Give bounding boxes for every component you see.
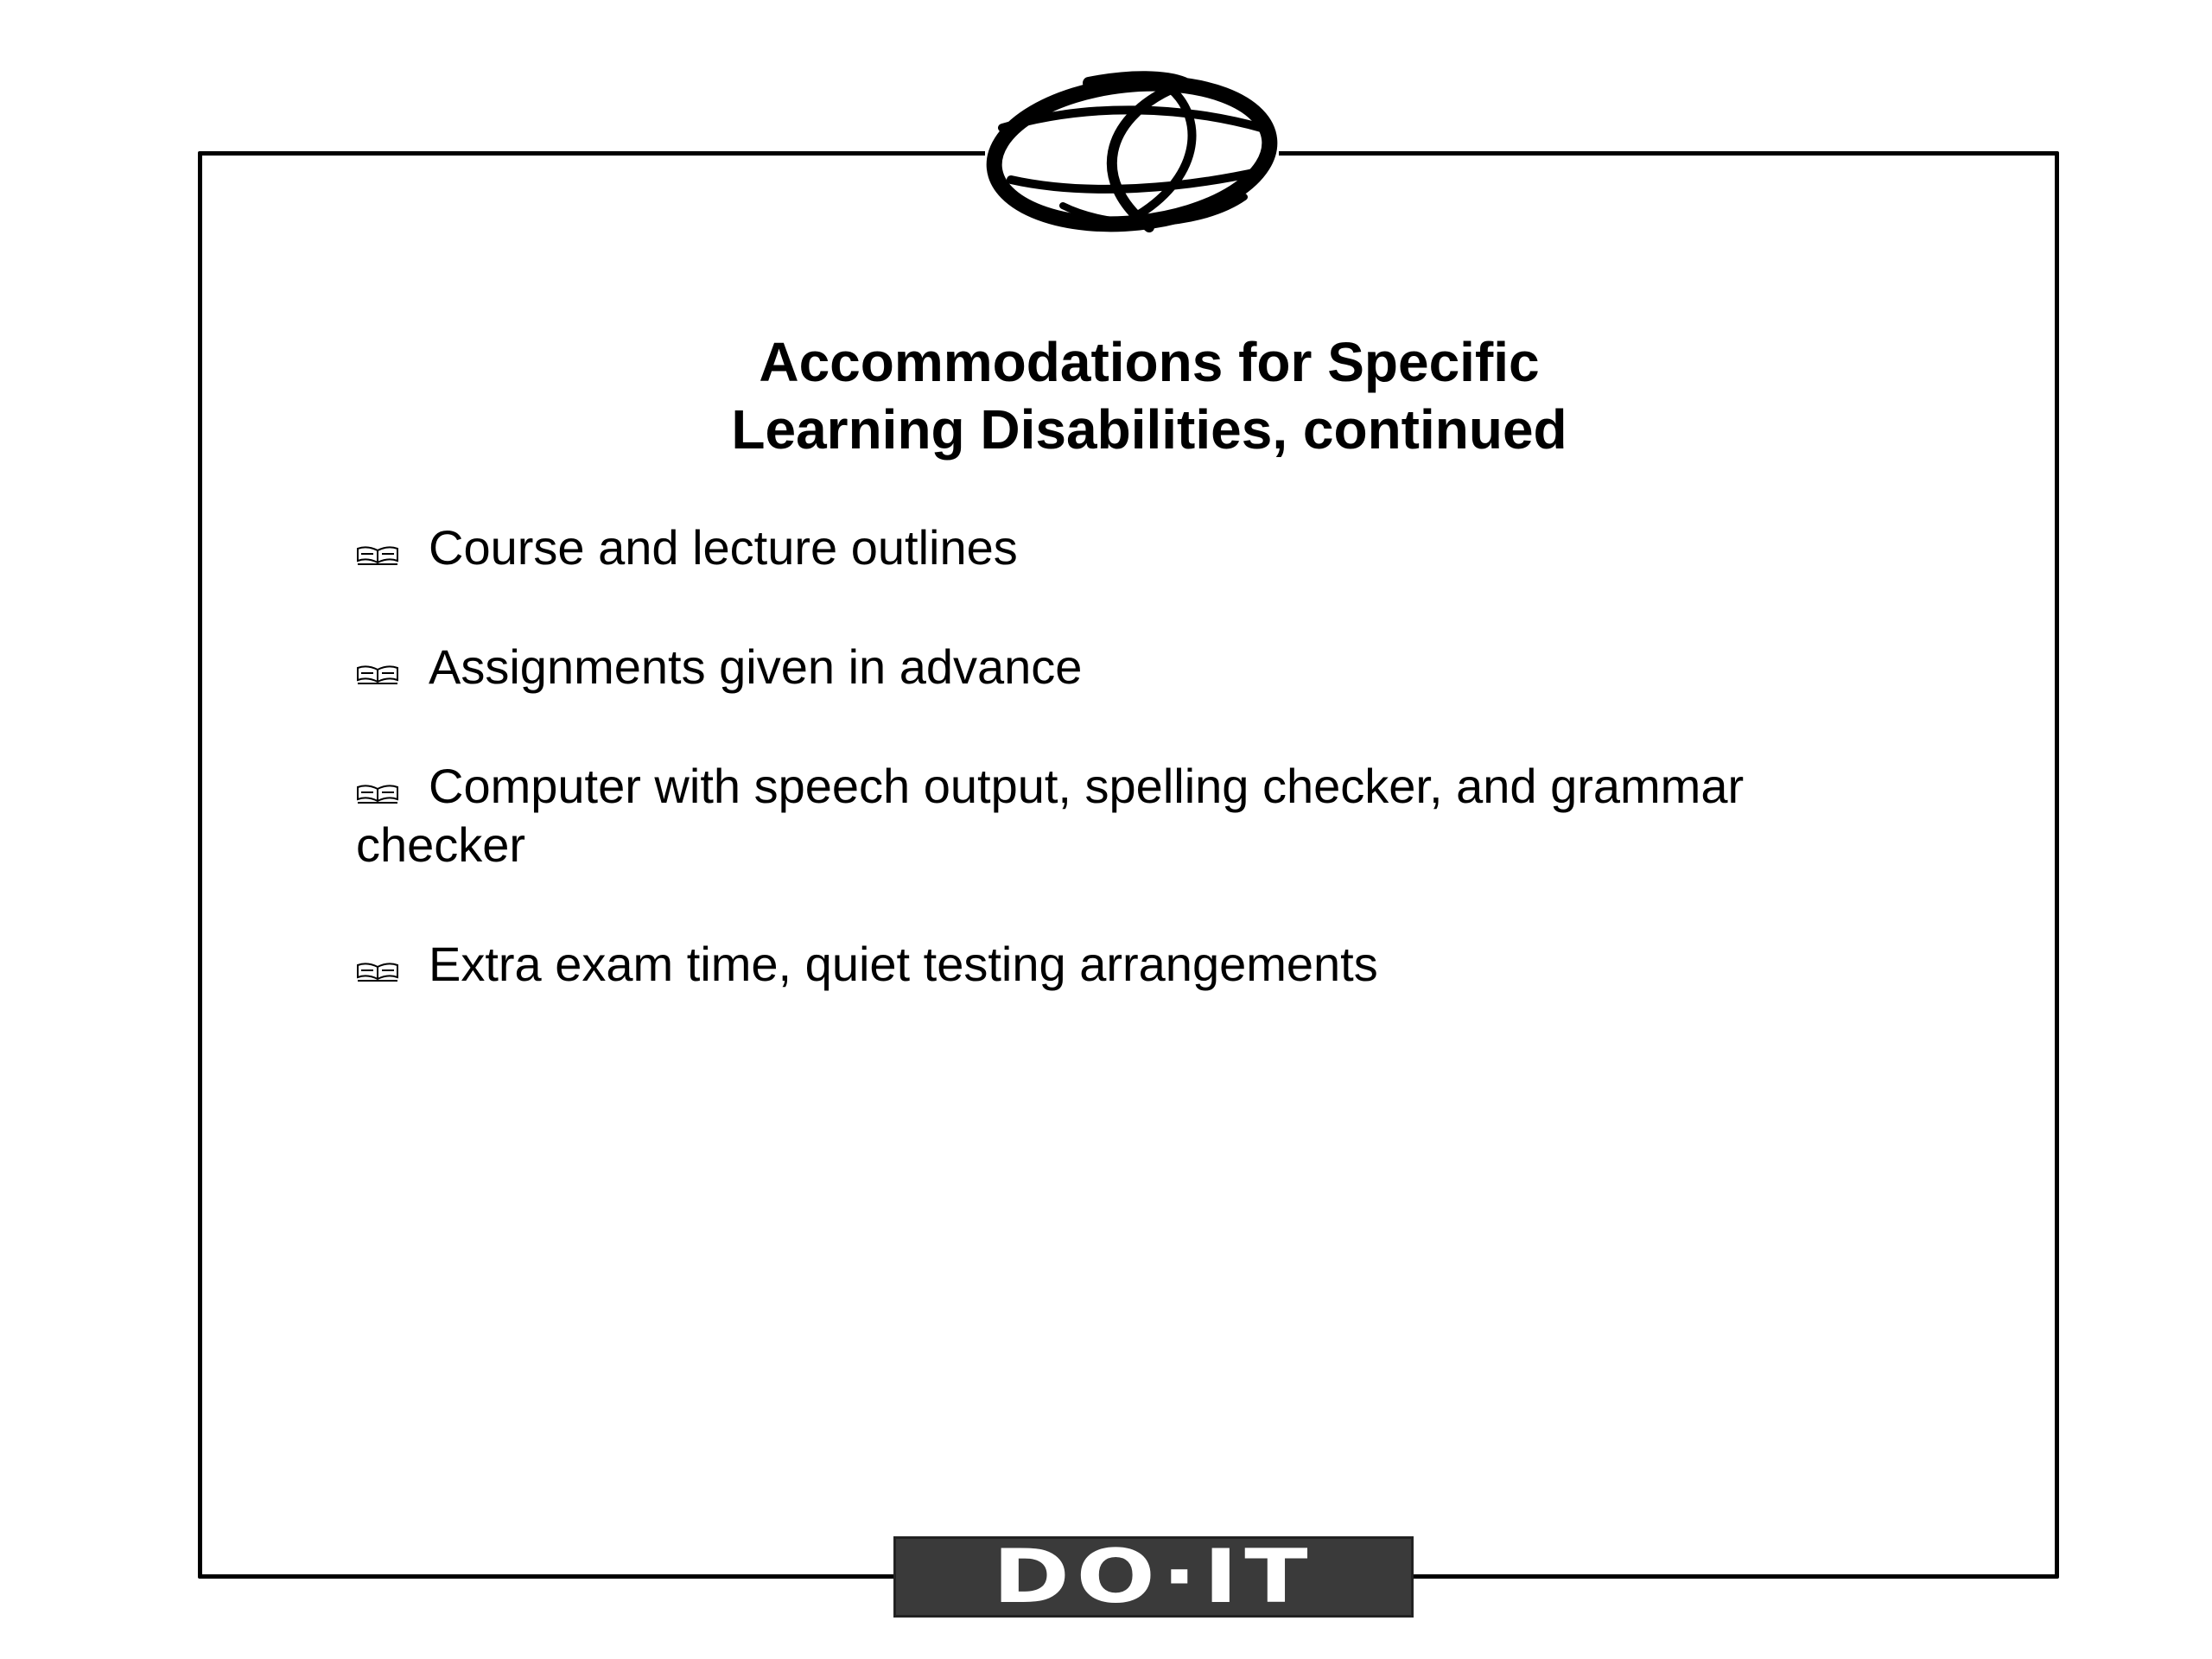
- globe-logo: [985, 67, 1279, 240]
- doit-logo: [893, 1536, 1414, 1618]
- list-item: [356, 638, 1877, 696]
- title-line-1: Accommodations for Specific: [759, 331, 1540, 393]
- list-item: [356, 757, 1877, 874]
- list-item-text: Course and lecture outlines: [429, 520, 1018, 575]
- list-item: [356, 935, 1877, 994]
- slide-title: [553, 328, 1745, 463]
- globe-icon: [985, 67, 1279, 240]
- list-item: [356, 518, 1877, 577]
- open-book-icon: [356, 958, 399, 982]
- list-item-text: Assignments given in advance: [429, 639, 1083, 694]
- title-line-2: Learning Disabilities, continued: [731, 398, 1567, 461]
- open-book-icon: [356, 780, 399, 804]
- list-item-text: Computer with speech output, spelling checker, and grammar checker: [356, 759, 1745, 872]
- open-book-icon: [356, 661, 399, 685]
- list-item-text: Extra exam time, quiet testing arrangements: [429, 937, 1378, 991]
- open-book-icon: [356, 542, 399, 566]
- doit-logo-text: DO·IT: [992, 1534, 1315, 1620]
- bullet-list: [356, 518, 1877, 1054]
